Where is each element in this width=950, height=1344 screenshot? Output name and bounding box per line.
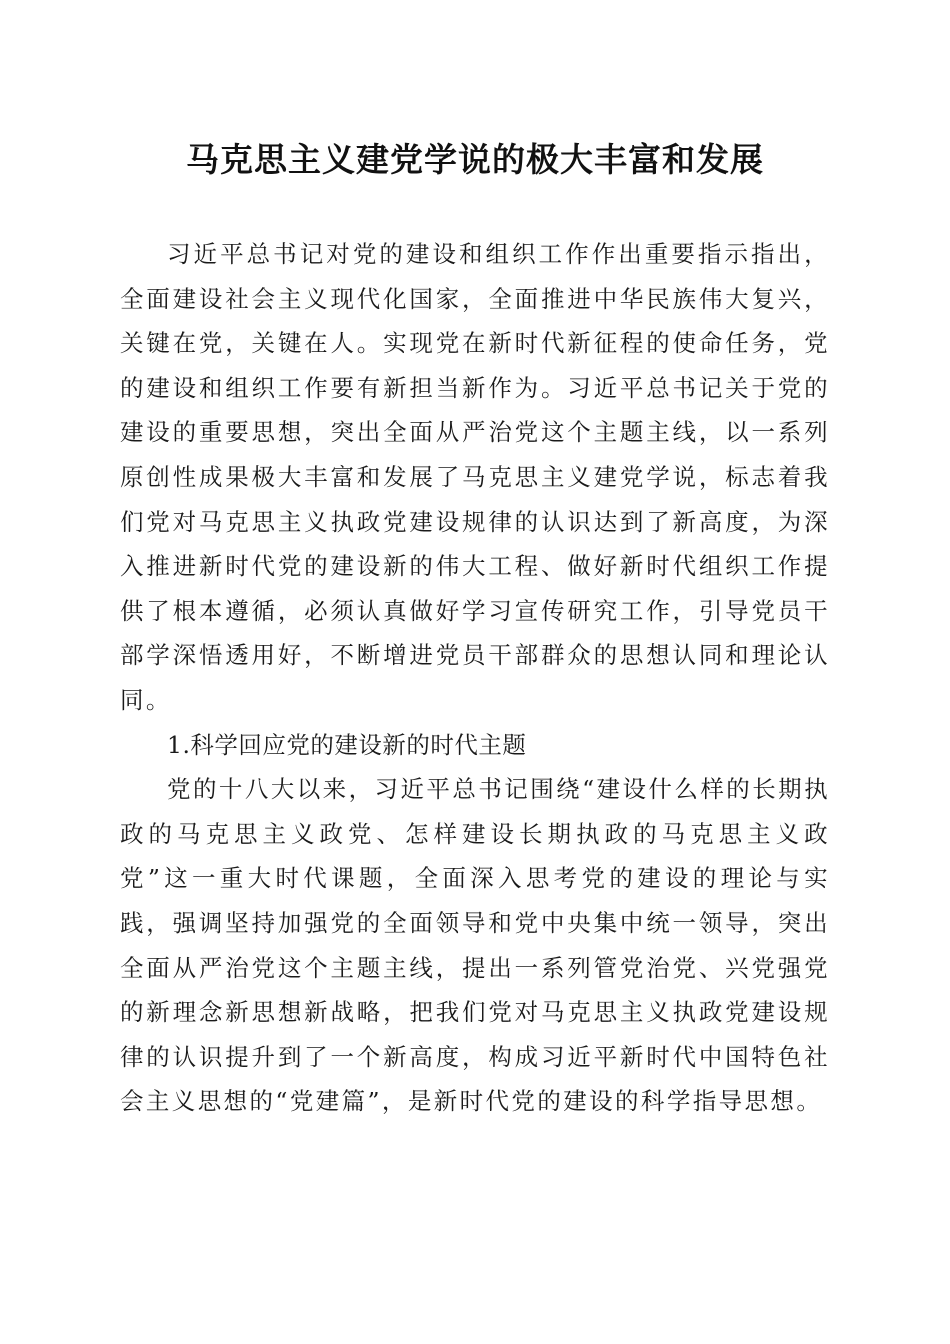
section-paragraph: 党的十八大以来，习近平总书记围绕“建设什么样的长期执政的马克思主义政党、怎样建设长期执政的马克思主义政党”这一重大时代课题，全面深入思考党的建设的理论与实践，强调坚持加强党的全面领导和党中央集中统一领导，突出全面从严治党这个主题主线，提出一系列管党治党、兴党强党的新理念新思想新战略，把我们党对马克思主义执政党建设规律的认识提升到了一个新高度，构成习近平新时代中国特色社会主义思想的“党建篇”，是新时代党的建设的科学指导思想。 bbox=[120, 775, 830, 1116]
document-body bbox=[120, 232, 830, 1124]
intro-paragraph: 习近平总书记对党的建设和组织工作作出重要指示指出，全面建设社会主义现代化国家，全面推进中华民族伟大复兴，关键在党，关键在人。实现党在新时代新征程的使命任务，党的建设和组织工作要有新担当新作为。习近平总书记关于党的建设的重要思想，突出全面从严治党这个主题主线，以一系列原创性成果极大丰富和发展了马克思主义建党学说，标志着我们党对马克思主义执政党建设规律的认识达到了新高度，为深入推进新时代党的建设新的伟大工程、做好新时代组织工作提供了根本遵循，必须认真做好学习宣传研究工作，引导党员干部学深悟透用好，不断增进党员干部群众的思想认同和理论认同。 bbox=[120, 240, 830, 714]
section-heading: 1.科学回应党的建设新的时代主题 bbox=[167, 730, 527, 759]
document-title: 马克思主义建党学说的极大丰富和发展 bbox=[186, 140, 764, 179]
